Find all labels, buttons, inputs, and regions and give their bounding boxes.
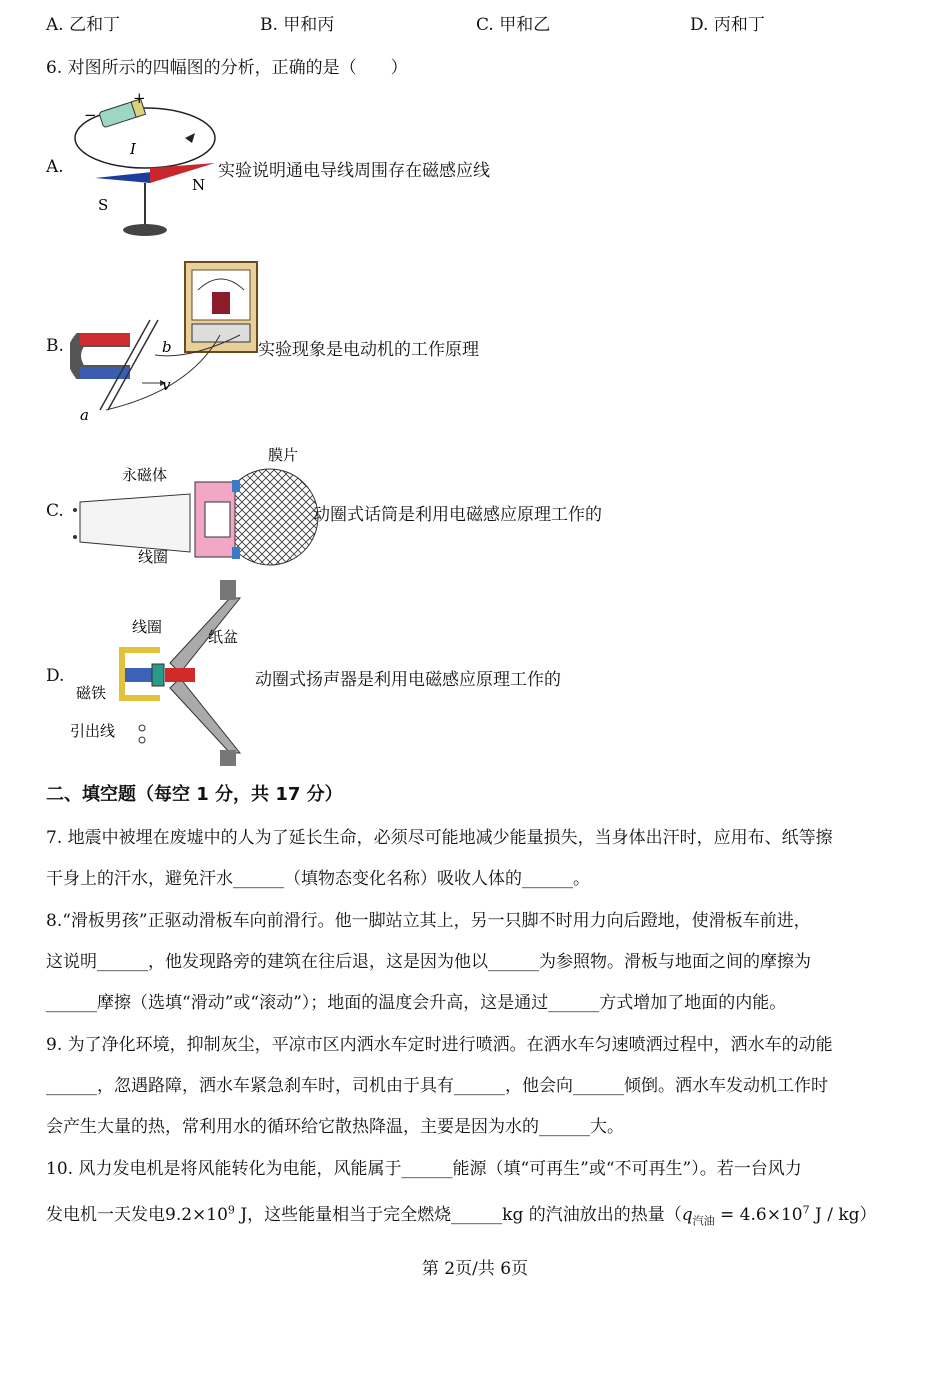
q6-option-c-text: 动圈式话筒是利用电磁感应原理工作的 bbox=[313, 505, 602, 525]
q6-stem: 6. 对图所示的四幅图的分析，正确的是（ ） bbox=[46, 58, 408, 78]
q7-line-1: 7. 地震中被埋在废墟中的人为了延长生命，必须尽可能地减少能量损失，当身体出汗时，应用布、纸等擦 bbox=[46, 828, 833, 848]
q8-line-2: 这说明______，他发现路旁的建筑在往后退，这是因为他以______为参照物。滑板与地面之间的摩擦为 bbox=[46, 952, 811, 972]
fig-b-v: v bbox=[162, 376, 171, 394]
fig-d-cone: 纸盆 bbox=[208, 628, 239, 646]
q6-option-a-text: 实验说明通电导线周围存在磁感应线 bbox=[218, 161, 490, 181]
fig-a-minus: − bbox=[84, 106, 97, 124]
galvanometer-figure bbox=[70, 260, 260, 425]
q6-option-a-letter: A. bbox=[46, 157, 64, 177]
section-title: 二、填空题（每空 1 分，共 17 分） bbox=[46, 784, 343, 805]
fig-d-magnet: 磁铁 bbox=[76, 684, 107, 702]
fig-a-n: N bbox=[192, 176, 206, 194]
fig-d-leads: 引出线 bbox=[70, 722, 116, 740]
q10-pre: 发电机一天发电 bbox=[46, 1205, 165, 1225]
fig-b-b: b bbox=[162, 338, 172, 356]
q6-option-b-text: 实验现象是电动机的工作原理 bbox=[258, 340, 479, 360]
q8-line-3: ______摩擦（选填“滑动”或“滚动”）；地面的温度会升高，这是通过______方式增加了地面的内能。 bbox=[46, 993, 787, 1013]
q6-option-d-text: 动圈式扬声器是利用电磁感应原理工作的 bbox=[255, 670, 561, 690]
fig-c-magnet: 永磁体 bbox=[122, 466, 168, 484]
q10-heat-value: $q_{汽油} = 4.6\times 10^7$ J / kg bbox=[681, 1203, 860, 1228]
fig-c-coil: 线圈 bbox=[138, 548, 169, 566]
q10-energy: $9.2\times 10^9$ J bbox=[165, 1203, 248, 1225]
q5-option-c: C. 甲和乙 bbox=[476, 15, 551, 35]
fig-a-current: I bbox=[130, 140, 136, 158]
microphone-figure bbox=[70, 442, 320, 572]
fig-a-s: S bbox=[98, 196, 109, 214]
q7-line-2: 干身上的汗水，避免汗水______（填物态变化名称）吸收人体的______。 bbox=[46, 869, 590, 889]
q9-line-3: 会产生大量的热，常利用水的循环给它散热降温，主要是因为水的______大。 bbox=[46, 1117, 624, 1137]
q5-option-d: D. 丙和丁 bbox=[690, 15, 765, 35]
q10-line-1: 10. 风力发电机是将风能转化为电能，风能属于______能源（填“可再生”或“不可再生”）。若一台风力 bbox=[46, 1159, 802, 1179]
q10-line-2 bbox=[46, 1200, 877, 1228]
fig-c-film: 膜片 bbox=[268, 446, 299, 464]
q5-option-b: B. 甲和丙 bbox=[260, 15, 335, 35]
q10-mid: ，这些能量相当于完全燃烧______kg 的汽油放出的热量（ bbox=[247, 1205, 682, 1225]
q6-option-c-letter: C. bbox=[46, 501, 64, 521]
q6-option-d-letter: D. bbox=[46, 666, 65, 686]
q5-option-a: A. 乙和丁 bbox=[46, 15, 121, 35]
q10-close: ） bbox=[859, 1205, 877, 1225]
speaker-figure bbox=[70, 578, 270, 768]
q8-line-1: 8.“滑板男孩”正驱动滑板车向前滑行。他一脚站立其上，另一只脚不时用力向后蹬地，使滑板车前进， bbox=[46, 911, 811, 931]
q9-line-1: 9. 为了净化环境，抑制灰尘，平凉市区内洒水车定时进行喷洒。在洒水车匀速喷洒过程中，洒水车的动能 bbox=[46, 1035, 833, 1055]
fig-a-plus: + bbox=[133, 89, 146, 107]
fig-b-a: a bbox=[80, 406, 89, 424]
q6-option-b-letter: B. bbox=[46, 336, 64, 356]
fig-d-coil: 线圈 bbox=[132, 618, 163, 636]
page-footer: 第 2页/共 6页 bbox=[421, 1259, 529, 1279]
compass-wire-figure bbox=[70, 88, 220, 238]
q9-line-2: ______，忽遇路障，洒水车紧急刹车时，司机由于具有______，他会向______倾倒。洒水车发动机工作时 bbox=[46, 1076, 828, 1096]
